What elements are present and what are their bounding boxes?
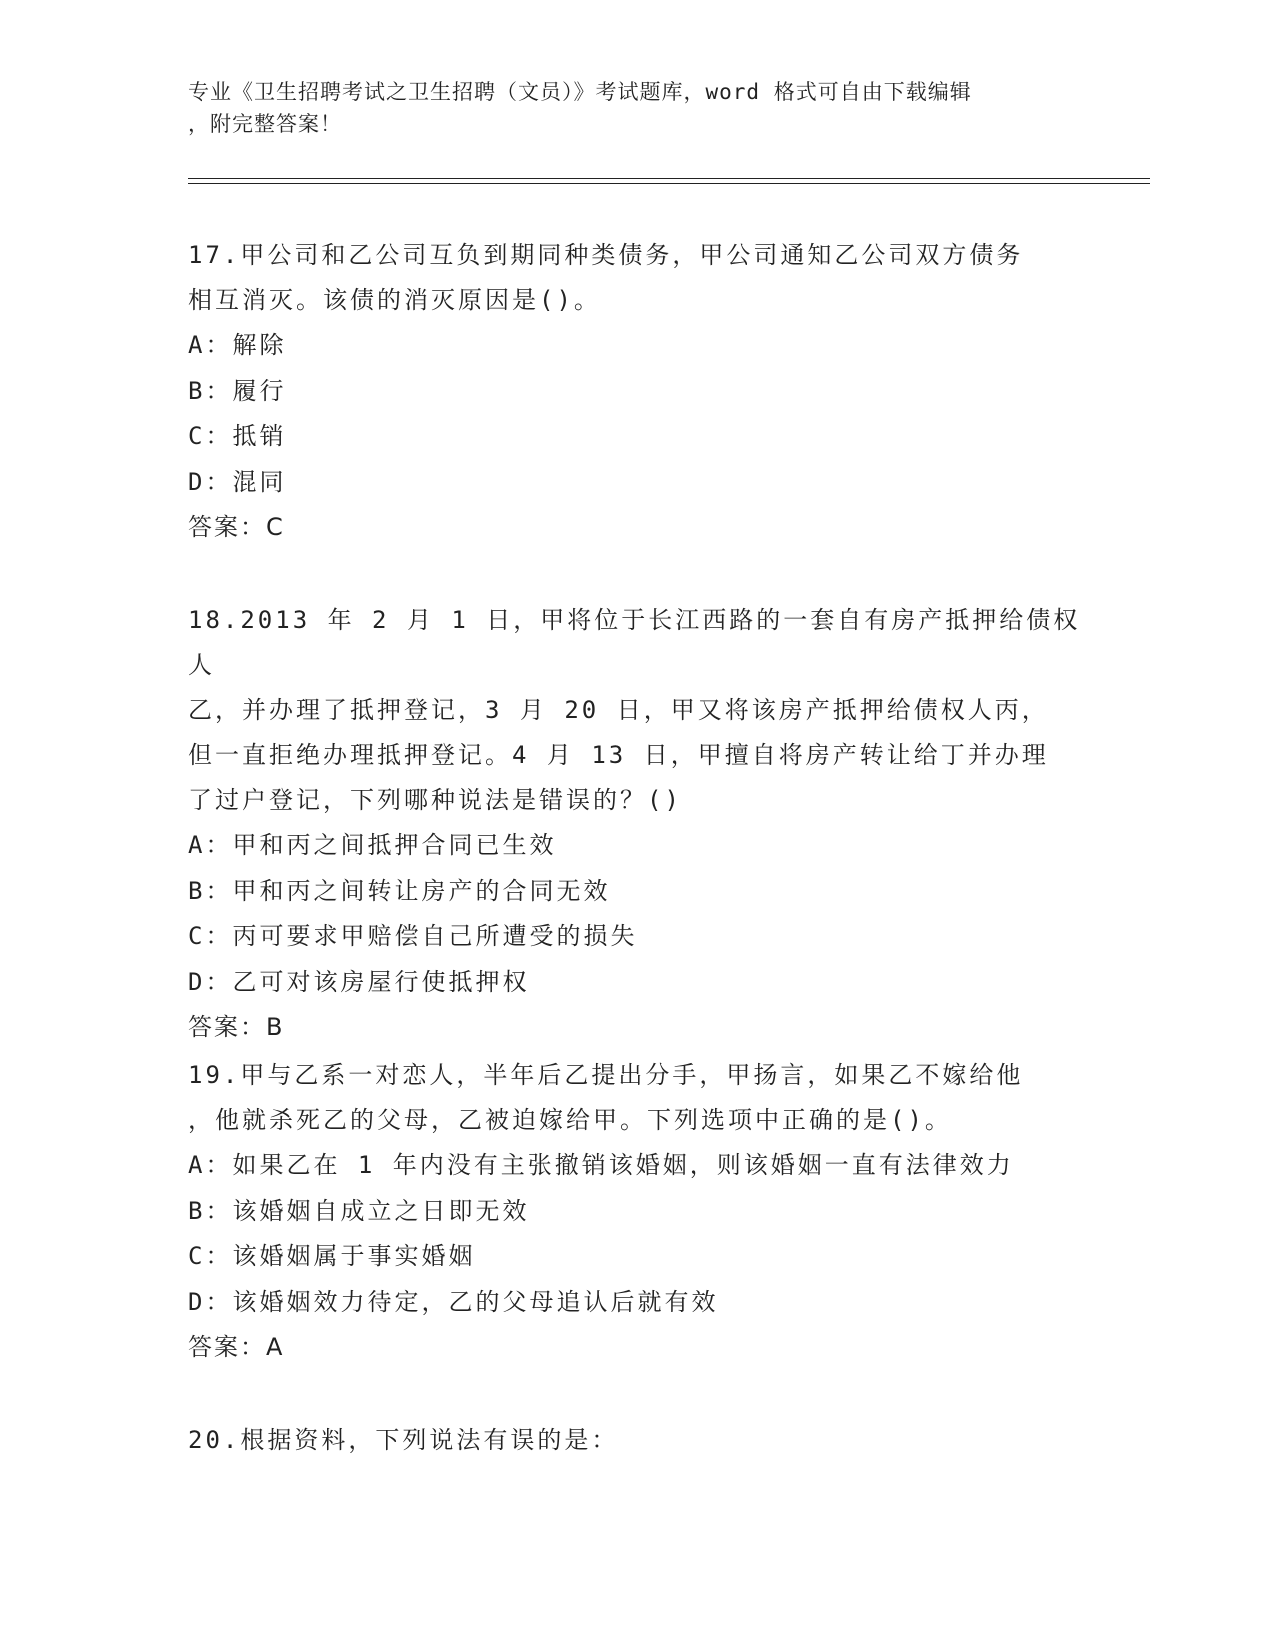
option-b: B：该婚姻自成立之日即无效	[188, 1196, 530, 1225]
header-line-2: ，附完整答案！	[188, 112, 342, 136]
question-18	[188, 598, 1088, 1050]
answer-line: 答案：A	[188, 1333, 285, 1361]
question-17	[188, 233, 1088, 550]
option-c: C：该婚姻属于事实婚姻	[188, 1242, 476, 1270]
option-b: B：甲和丙之间转让房产的合同无效	[188, 876, 611, 905]
answer-line: 答案：B	[188, 1013, 285, 1041]
option-d: D：该婚姻效力待定，乙的父母追认后就有效	[188, 1287, 719, 1316]
header-line-1: 专业《卫生招聘考试之卫生招聘（文员）》考试题库，word 格式可自由下载编辑	[188, 80, 972, 104]
option-a: A：甲和丙之间抵押合同已生效	[188, 831, 557, 859]
question-stem-line: 19.甲与乙系一对恋人，半年后乙提出分手，甲扬言，如果乙不嫁给他	[188, 1061, 1024, 1089]
option-c: C：丙可要求甲赔偿自己所遭受的损失	[188, 922, 638, 950]
question-stem-line: 乙，并办理了抵押登记，3 月 20 日，甲又将该房产抵押给债权人丙，	[188, 696, 1049, 724]
question-stem-line: 了过户登记，下列哪种说法是错误的？()	[188, 786, 682, 814]
question-stem-line: 17.甲公司和乙公司互负到期同种类债务，甲公司通知乙公司双方债务	[188, 241, 1024, 269]
header-divider-bottom	[188, 183, 1150, 184]
header-divider-top	[188, 178, 1150, 179]
option-d: D：乙可对该房屋行使抵押权	[188, 967, 530, 996]
question-19	[188, 1053, 1088, 1370]
question-stem-line: 相互消灭。该债的消灭原因是()。	[188, 286, 601, 314]
option-b: B：履行	[188, 376, 287, 405]
question-20	[188, 1418, 1088, 1463]
document-header	[188, 76, 1088, 140]
option-a: A：解除	[188, 331, 287, 359]
question-stem-line: 18.2013 年 2 月 1 日，甲将位于长江西路的一套自有房产抵押给债权人	[188, 606, 1081, 679]
question-stem-line: ，他就杀死乙的父母，乙被迫嫁给甲。下列选项中正确的是()。	[188, 1106, 952, 1134]
question-stem-line: 但一直拒绝办理抵押登记。4 月 13 日，甲擅自将房产转让给丁并办理	[188, 741, 1049, 769]
option-a: A：如果乙在 1 年内没有主张撤销该婚姻，则该婚姻一直有法律效力	[188, 1151, 1014, 1179]
question-stem-line: 20.根据资料，下列说法有误的是：	[188, 1426, 619, 1454]
option-d: D：混同	[188, 467, 287, 496]
answer-line: 答案：C	[188, 513, 285, 541]
option-c: C：抵销	[188, 422, 287, 450]
